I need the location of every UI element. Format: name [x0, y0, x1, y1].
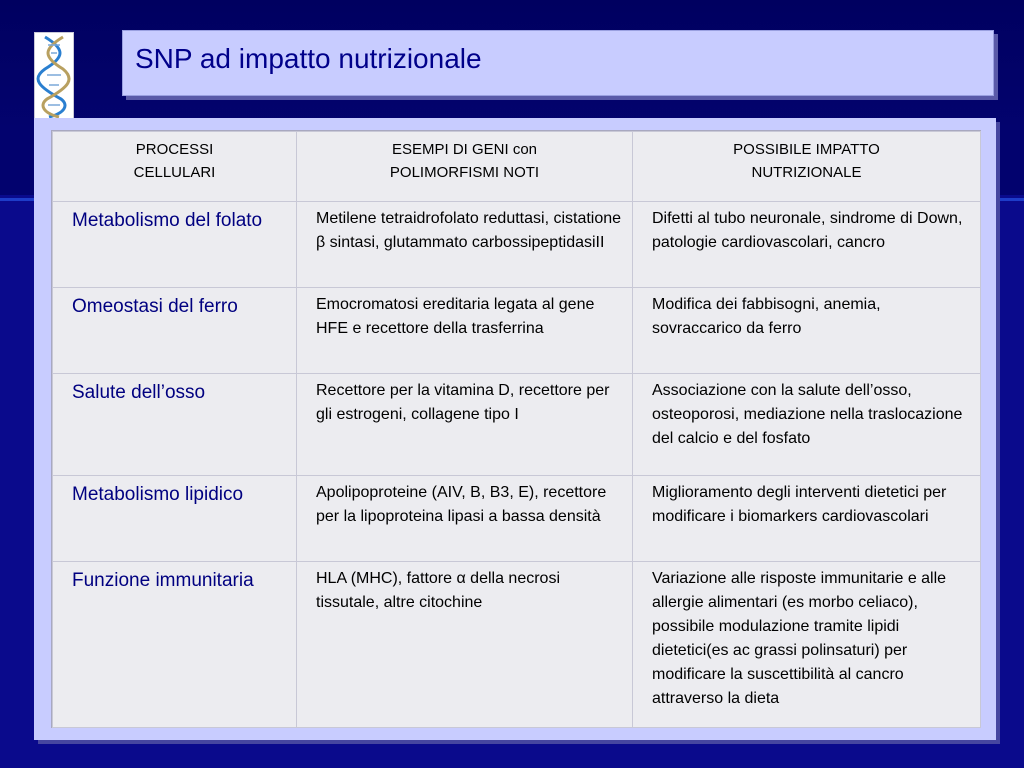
title-box	[122, 30, 994, 96]
process-cell: Metabolismo lipidico	[53, 476, 297, 562]
table-row	[53, 288, 981, 374]
header-processi-label: PROCESSI CELLULARI	[133, 141, 216, 181]
impact-cell: Difetti al tubo neuronale, sindrome di Down, patologie cardiovascolari, cancro	[633, 202, 981, 288]
impact-cell: Variazione alle risposte immunitarie e alle allergie alimentari (es morbo celiaco), possibile modulazione tramite lipidi dietetici(es ac grassi polinsaturi) per modificare la suscettibilità al cancro attraverso la dieta	[633, 562, 981, 728]
genes-cell: Emocromatosi ereditaria legata al gene HFE e recettore della trasferrina	[297, 288, 633, 374]
snp-table	[52, 131, 981, 728]
process-cell: Salute dell’osso	[53, 374, 297, 476]
header-processi	[53, 132, 297, 202]
process-cell: Omeostasi del ferro	[53, 288, 297, 374]
table-row	[53, 562, 981, 728]
genes-cell: HLA (MHC), fattore α della necrosi tissutale, altre citochine	[297, 562, 633, 728]
impact-cell: Modifica dei fabbisogni, anemia, sovraccarico da ferro	[633, 288, 981, 374]
genes-cell: Recettore per la vitamina D, recettore per gli estrogeni, collagene tipo I	[297, 374, 633, 476]
table-row	[53, 202, 981, 288]
header-impatto	[633, 132, 981, 202]
table-container	[51, 130, 981, 728]
genes-cell: Apolipoproteine (AIV, B, B3, E), recettore per la lipoproteina lipasi a bassa densità	[297, 476, 633, 562]
impact-cell: Miglioramento degli interventi dietetici per modificare i biomarkers cardiovascolari	[633, 476, 981, 562]
process-cell: Funzione immunitaria	[53, 562, 297, 728]
table-row	[53, 476, 981, 562]
dna-helix-icon	[34, 32, 74, 120]
slide-title: SNP ad impatto nutrizionale	[135, 43, 482, 74]
header-esempi-geni	[297, 132, 633, 202]
process-cell: Metabolismo del folato	[53, 202, 297, 288]
content-panel	[34, 118, 996, 740]
impact-cell: Associazione con la salute dell’osso, osteoporosi, mediazione nella traslocazione del calcio e del fosfato	[633, 374, 981, 476]
table-header-row	[53, 132, 981, 202]
header-esempi-geni-label: ESEMPI DI GENI con POLIMORFISMI NOTI	[389, 141, 540, 181]
genes-cell: Metilene tetraidrofolato reduttasi, cistatione β sintasi, glutammato carbossipeptidasiII	[297, 202, 633, 288]
header-impatto-label: POSSIBILE IMPATTO NUTRIZIONALE	[733, 141, 880, 181]
table-row	[53, 374, 981, 476]
